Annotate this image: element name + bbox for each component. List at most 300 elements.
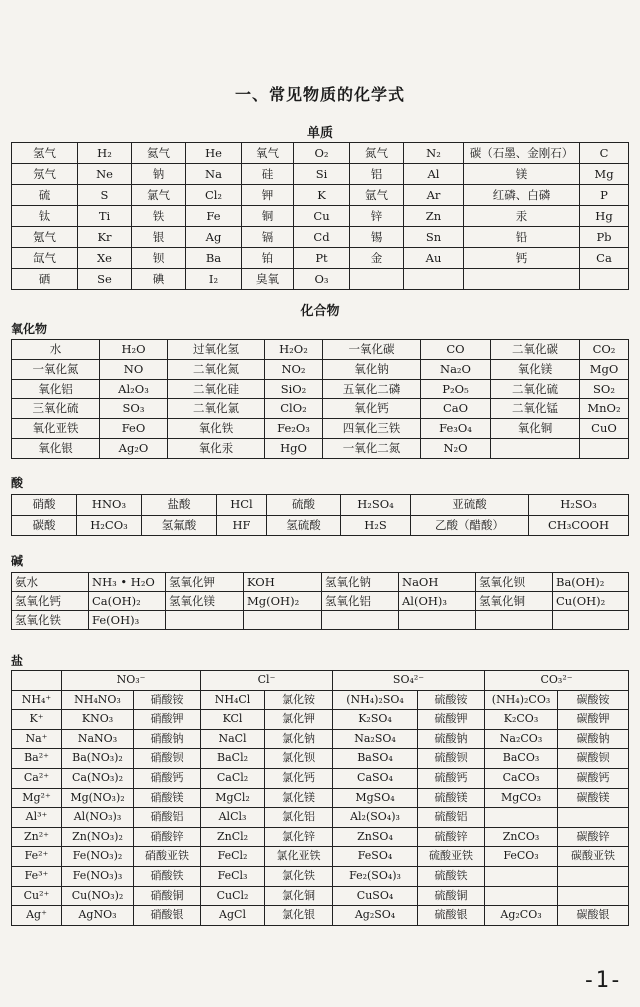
table-cell: AgNO₃ bbox=[62, 906, 134, 926]
table-cell: Al³⁺ bbox=[12, 808, 62, 828]
table-cell: 氯化钾 bbox=[265, 710, 333, 730]
table-row bbox=[12, 592, 629, 611]
table-cell: CaCl₂ bbox=[201, 768, 265, 788]
table-cell: BaSO₄ bbox=[333, 749, 418, 769]
table-cell: MgCO₃ bbox=[485, 788, 558, 808]
table-cell: 氢气 bbox=[12, 143, 78, 164]
oxides-table bbox=[11, 339, 629, 459]
table-cell: Cu(NO₃)₂ bbox=[62, 886, 134, 906]
table-cell: ZnSO₄ bbox=[333, 827, 418, 847]
table-row bbox=[12, 847, 629, 867]
table-cell: CO bbox=[421, 340, 491, 360]
table-cell: CuCl₂ bbox=[201, 886, 265, 906]
table-cell: Zn bbox=[404, 206, 464, 227]
table-cell: I₂ bbox=[186, 269, 242, 290]
table-cell: NO₂ bbox=[265, 359, 323, 379]
table-cell: FeSO₄ bbox=[333, 847, 418, 867]
table-cell: 氢氧化钾 bbox=[166, 573, 244, 592]
table-cell: 氦气 bbox=[132, 143, 186, 164]
table-cell: 二氧化碳 bbox=[491, 340, 580, 360]
table-cell: Xe bbox=[78, 248, 132, 269]
table-cell: 氢硫酸 bbox=[267, 515, 341, 536]
table-cell: 氢氧化铜 bbox=[476, 592, 553, 611]
table-row bbox=[12, 886, 629, 906]
table-cell: 一氧化二氮 bbox=[323, 438, 421, 458]
table-cell: Mg(NO₃)₂ bbox=[62, 788, 134, 808]
table-cell bbox=[553, 611, 629, 630]
table-row bbox=[12, 164, 629, 185]
table-cell: 硝酸钾 bbox=[134, 710, 201, 730]
table-cell: Al₂O₃ bbox=[100, 379, 168, 399]
table-cell: 氯化铝 bbox=[265, 808, 333, 828]
table-cell: 硫酸银 bbox=[418, 906, 485, 926]
table-cell: Cl₂ bbox=[186, 185, 242, 206]
table-cell: Fe bbox=[186, 206, 242, 227]
table-cell bbox=[491, 438, 580, 458]
table-cell: CuO bbox=[580, 419, 629, 439]
table-cell: 钡 bbox=[132, 248, 186, 269]
table-cell: Fe(OH)₃ bbox=[89, 611, 166, 630]
table-cell: Al(OH)₃ bbox=[399, 592, 476, 611]
table-row bbox=[12, 185, 629, 206]
table-row bbox=[12, 611, 629, 630]
table-cell: 一氧化碳 bbox=[323, 340, 421, 360]
table-row bbox=[12, 515, 629, 536]
table-row bbox=[12, 573, 629, 592]
table-cell: 碳酸铵 bbox=[558, 690, 629, 710]
table-cell: Mg²⁺ bbox=[12, 788, 62, 808]
table-cell: Ca(NO₃)₂ bbox=[62, 768, 134, 788]
table-cell bbox=[464, 269, 580, 290]
table-cell: 过氧化氢 bbox=[168, 340, 265, 360]
table-cell: 氯化钡 bbox=[265, 749, 333, 769]
table-cell: CO₂ bbox=[580, 340, 629, 360]
table-row bbox=[12, 419, 629, 439]
table-cell: NH₄Cl bbox=[201, 690, 265, 710]
table-cell: Na₂CO₃ bbox=[485, 729, 558, 749]
table-row bbox=[12, 269, 629, 290]
table-cell: KCl bbox=[201, 710, 265, 730]
table-cell: Ag₂SO₄ bbox=[333, 906, 418, 926]
table-cell: ClO₂ bbox=[265, 399, 323, 419]
table-row bbox=[12, 495, 629, 516]
table-cell: Ca(OH)₂ bbox=[89, 592, 166, 611]
table-cell bbox=[558, 866, 629, 886]
table-cell: Mg(OH)₂ bbox=[244, 592, 322, 611]
table-cell: Pb bbox=[580, 227, 629, 248]
table-cell: BaCl₂ bbox=[201, 749, 265, 769]
table-cell: K bbox=[294, 185, 350, 206]
table-cell: K⁺ bbox=[12, 710, 62, 730]
table-cell: 硝酸锌 bbox=[134, 827, 201, 847]
table-cell: 氯气 bbox=[132, 185, 186, 206]
table-cell: Cu bbox=[294, 206, 350, 227]
table-cell: Al(NO₃)₃ bbox=[62, 808, 134, 828]
page-number: -1- bbox=[582, 968, 622, 993]
table-cell: Ag bbox=[186, 227, 242, 248]
table-cell: NH₄NO₃ bbox=[62, 690, 134, 710]
table-cell: 碘 bbox=[132, 269, 186, 290]
table-cell: 硫酸铝 bbox=[418, 808, 485, 828]
elements-heading: 单质 bbox=[306, 126, 333, 141]
table-cell: 硫酸亚铁 bbox=[418, 847, 485, 867]
table-cell: 硫酸钾 bbox=[418, 710, 485, 730]
table-cell: Na⁺ bbox=[12, 729, 62, 749]
table-cell: HCl bbox=[217, 495, 267, 516]
table-cell: 硝酸钠 bbox=[134, 729, 201, 749]
table-cell: 铂 bbox=[242, 248, 294, 269]
table-cell: 汞 bbox=[464, 206, 580, 227]
table-cell: 硝酸铜 bbox=[134, 886, 201, 906]
table-row bbox=[12, 227, 629, 248]
table-cell: Ag⁺ bbox=[12, 906, 62, 926]
table-cell: 二氧化硫 bbox=[491, 379, 580, 399]
table-cell: 铅 bbox=[464, 227, 580, 248]
salts-header-row bbox=[12, 671, 629, 691]
table-cell: (NH₄)₂SO₄ bbox=[333, 690, 418, 710]
elements-table bbox=[11, 142, 629, 290]
table-cell: H₂CO₃ bbox=[77, 515, 142, 536]
table-cell: Na₂O bbox=[421, 359, 491, 379]
table-cell bbox=[558, 886, 629, 906]
table-cell bbox=[485, 886, 558, 906]
table-cell: HgO bbox=[265, 438, 323, 458]
table-cell: 硝酸铝 bbox=[134, 808, 201, 828]
table-cell: 氯化铜 bbox=[265, 886, 333, 906]
table-cell: 氯化锌 bbox=[265, 827, 333, 847]
table-cell: Ba bbox=[186, 248, 242, 269]
table-cell: 碳酸钡 bbox=[558, 749, 629, 769]
table-cell: Fe₂(SO₄)₃ bbox=[333, 866, 418, 886]
compounds-heading: 化合物 bbox=[300, 304, 340, 319]
table-cell: Ba(OH)₂ bbox=[553, 573, 629, 592]
table-cell: 氧化钠 bbox=[323, 359, 421, 379]
table-row bbox=[12, 866, 629, 886]
table-cell: AgCl bbox=[201, 906, 265, 926]
table-cell: Fe₂O₃ bbox=[265, 419, 323, 439]
table-cell: CaCO₃ bbox=[485, 768, 558, 788]
table-cell: P bbox=[580, 185, 629, 206]
table-cell: CaO bbox=[421, 399, 491, 419]
table-cell: 三氧化硫 bbox=[12, 399, 100, 419]
table-cell: 氨水 bbox=[12, 573, 89, 592]
table-cell: Ag₂O bbox=[100, 438, 168, 458]
table-cell: 硫酸铜 bbox=[418, 886, 485, 906]
table-cell: 二氧化锰 bbox=[491, 399, 580, 419]
table-cell: FeCl₂ bbox=[201, 847, 265, 867]
table-cell: Hg bbox=[580, 206, 629, 227]
table-cell: CaSO₄ bbox=[333, 768, 418, 788]
table-cell: 臭氧 bbox=[242, 269, 294, 290]
table-cell: 钙 bbox=[464, 248, 580, 269]
table-cell: 氯化银 bbox=[265, 906, 333, 926]
table-cell: NO bbox=[100, 359, 168, 379]
table-cell: 硅 bbox=[242, 164, 294, 185]
table-cell: MgO bbox=[580, 359, 629, 379]
table-cell: KOH bbox=[244, 573, 322, 592]
table-cell: NaOH bbox=[399, 573, 476, 592]
table-cell: 硫酸 bbox=[267, 495, 341, 516]
table-cell: Si bbox=[294, 164, 350, 185]
table-cell: 硫酸钡 bbox=[418, 749, 485, 769]
table-cell: Ti bbox=[78, 206, 132, 227]
table-cell: ZnCO₃ bbox=[485, 827, 558, 847]
table-cell: Au bbox=[404, 248, 464, 269]
table-cell: KNO₃ bbox=[62, 710, 134, 730]
table-cell: 乙酸（醋酸） bbox=[411, 515, 529, 536]
table-cell: 硫 bbox=[12, 185, 78, 206]
table-cell bbox=[244, 611, 322, 630]
table-cell: 硝酸钡 bbox=[134, 749, 201, 769]
table-cell: 氧化铝 bbox=[12, 379, 100, 399]
table-cell bbox=[580, 269, 629, 290]
table-cell: 硝酸 bbox=[12, 495, 77, 516]
table-cell: 二氧化硅 bbox=[168, 379, 265, 399]
table-cell: Ba²⁺ bbox=[12, 749, 62, 769]
table-row bbox=[12, 906, 629, 926]
anion-nitrate: NO₃⁻ bbox=[62, 671, 201, 691]
table-cell: MgSO₄ bbox=[333, 788, 418, 808]
table-cell: 碳酸镁 bbox=[558, 788, 629, 808]
table-cell: ZnCl₂ bbox=[201, 827, 265, 847]
table-cell bbox=[485, 808, 558, 828]
table-cell: 氩气 bbox=[350, 185, 404, 206]
table-row bbox=[12, 808, 629, 828]
bases-label: 碱 bbox=[11, 554, 24, 568]
salts-corner-cell bbox=[12, 671, 62, 691]
acids-label: 酸 bbox=[11, 476, 24, 490]
table-cell: NH₄⁺ bbox=[12, 690, 62, 710]
table-row bbox=[12, 827, 629, 847]
table-row bbox=[12, 729, 629, 749]
table-row bbox=[12, 690, 629, 710]
table-cell: FeCO₃ bbox=[485, 847, 558, 867]
table-cell: SO₃ bbox=[100, 399, 168, 419]
anion-carbonate: CO₃²⁻ bbox=[485, 671, 629, 691]
table-cell: 硫酸钙 bbox=[418, 768, 485, 788]
table-cell: S bbox=[78, 185, 132, 206]
table-cell: Cu(OH)₂ bbox=[553, 592, 629, 611]
table-cell: 金 bbox=[350, 248, 404, 269]
table-cell: N₂ bbox=[404, 143, 464, 164]
table-cell: 铁 bbox=[132, 206, 186, 227]
table-cell: NH₃ • H₂O bbox=[89, 573, 166, 592]
table-cell: K₂CO₃ bbox=[485, 710, 558, 730]
table-cell: (NH₄)₂CO₃ bbox=[485, 690, 558, 710]
table-cell: 氧化镁 bbox=[491, 359, 580, 379]
table-cell: H₂ bbox=[78, 143, 132, 164]
table-cell: FeCl₃ bbox=[201, 866, 265, 886]
table-cell: 氯化铵 bbox=[265, 690, 333, 710]
table-cell: 碳酸钾 bbox=[558, 710, 629, 730]
anion-chloride: Cl⁻ bbox=[201, 671, 333, 691]
table-cell: 氢氧化钡 bbox=[476, 573, 553, 592]
table-cell: Fe³⁺ bbox=[12, 866, 62, 886]
table-cell: 锌 bbox=[350, 206, 404, 227]
anion-sulfate: SO₄²⁻ bbox=[333, 671, 485, 691]
table-cell: 盐酸 bbox=[142, 495, 217, 516]
salts-label: 盐 bbox=[11, 654, 24, 668]
table-cell: 碳酸 bbox=[12, 515, 77, 536]
table-cell: 亚硫酸 bbox=[411, 495, 529, 516]
table-row bbox=[12, 206, 629, 227]
table-row bbox=[12, 399, 629, 419]
table-cell: 氯化镁 bbox=[265, 788, 333, 808]
table-cell: 银 bbox=[132, 227, 186, 248]
table-cell: FeO bbox=[100, 419, 168, 439]
table-cell: MgCl₂ bbox=[201, 788, 265, 808]
table-cell: 五氧化二磷 bbox=[323, 379, 421, 399]
table-row bbox=[12, 379, 629, 399]
table-row bbox=[12, 248, 629, 269]
table-cell: H₂O bbox=[100, 340, 168, 360]
table-cell: 氯化亚铁 bbox=[265, 847, 333, 867]
table-cell: HF bbox=[217, 515, 267, 536]
table-cell: 硝酸铁 bbox=[134, 866, 201, 886]
table-cell bbox=[350, 269, 404, 290]
table-cell: NaNO₃ bbox=[62, 729, 134, 749]
table-cell: 铜 bbox=[242, 206, 294, 227]
table-cell: NaCl bbox=[201, 729, 265, 749]
table-cell: Mg bbox=[580, 164, 629, 185]
table-cell: Ca²⁺ bbox=[12, 768, 62, 788]
table-cell: 硫酸锌 bbox=[418, 827, 485, 847]
table-cell: H₂SO₄ bbox=[341, 495, 411, 516]
table-cell: 硝酸亚铁 bbox=[134, 847, 201, 867]
table-cell: 氪气 bbox=[12, 227, 78, 248]
table-cell: 氢氟酸 bbox=[142, 515, 217, 536]
table-cell: 碳酸钙 bbox=[558, 768, 629, 788]
table-cell: P₂O₅ bbox=[421, 379, 491, 399]
table-cell: Ba(NO₃)₂ bbox=[62, 749, 134, 769]
bases-table bbox=[11, 572, 629, 630]
table-cell: K₂SO₄ bbox=[333, 710, 418, 730]
table-cell: 硝酸银 bbox=[134, 906, 201, 926]
table-cell: 氙气 bbox=[12, 248, 78, 269]
table-cell: 一氧化氮 bbox=[12, 359, 100, 379]
table-cell: Fe₃O₄ bbox=[421, 419, 491, 439]
table-cell bbox=[166, 611, 244, 630]
table-cell bbox=[476, 611, 553, 630]
table-cell: Al bbox=[404, 164, 464, 185]
table-cell: 硝酸镁 bbox=[134, 788, 201, 808]
table-cell bbox=[404, 269, 464, 290]
table-cell: 二氧化氮 bbox=[168, 359, 265, 379]
table-row bbox=[12, 710, 629, 730]
table-cell: 氢氧化钙 bbox=[12, 592, 89, 611]
table-cell: 氧化钙 bbox=[323, 399, 421, 419]
table-cell: Fe(NO₃)₂ bbox=[62, 847, 134, 867]
table-cell: H₂SO₃ bbox=[529, 495, 629, 516]
table-cell: 氯化钙 bbox=[265, 768, 333, 788]
table-row bbox=[12, 359, 629, 379]
table-cell: 碳酸银 bbox=[558, 906, 629, 926]
acids-table bbox=[11, 494, 629, 536]
table-cell: 氧化亚铁 bbox=[12, 419, 100, 439]
table-cell: 铝 bbox=[350, 164, 404, 185]
table-cell: O₃ bbox=[294, 269, 350, 290]
table-cell: 硒 bbox=[12, 269, 78, 290]
table-cell: Ca bbox=[580, 248, 629, 269]
table-cell: SO₂ bbox=[580, 379, 629, 399]
table-cell: 水 bbox=[12, 340, 100, 360]
table-cell: 钠 bbox=[132, 164, 186, 185]
salts-table bbox=[11, 670, 629, 926]
table-cell: 二氧化氯 bbox=[168, 399, 265, 419]
table-cell: Zn²⁺ bbox=[12, 827, 62, 847]
table-cell: 硫酸镁 bbox=[418, 788, 485, 808]
table-cell: 氖气 bbox=[12, 164, 78, 185]
table-cell: Zn(NO₃)₂ bbox=[62, 827, 134, 847]
table-row bbox=[12, 788, 629, 808]
table-cell: Cd bbox=[294, 227, 350, 248]
table-cell: 碳（石墨、金刚石） bbox=[464, 143, 580, 164]
table-row bbox=[12, 749, 629, 769]
table-cell: 硝酸钙 bbox=[134, 768, 201, 788]
table-cell: He bbox=[186, 143, 242, 164]
table-cell: Al₂(SO₄)₃ bbox=[333, 808, 418, 828]
table-cell: 红磷、白磷 bbox=[464, 185, 580, 206]
table-cell: 碳酸钠 bbox=[558, 729, 629, 749]
table-cell bbox=[399, 611, 476, 630]
table-cell bbox=[580, 438, 629, 458]
table-cell: Pt bbox=[294, 248, 350, 269]
table-cell: 硝酸铵 bbox=[134, 690, 201, 710]
table-cell: H₂O₂ bbox=[265, 340, 323, 360]
table-cell bbox=[485, 866, 558, 886]
table-cell: 氮气 bbox=[350, 143, 404, 164]
oxides-label: 氧化物 bbox=[11, 322, 48, 336]
table-cell: Fe(NO₃)₃ bbox=[62, 866, 134, 886]
table-cell: Ag₂CO₃ bbox=[485, 906, 558, 926]
table-cell: C bbox=[580, 143, 629, 164]
table-cell: CH₃COOH bbox=[529, 515, 629, 536]
table-row bbox=[12, 340, 629, 360]
table-cell: Cu²⁺ bbox=[12, 886, 62, 906]
table-cell: 氧化银 bbox=[12, 438, 100, 458]
table-cell: 氧化汞 bbox=[168, 438, 265, 458]
table-cell: H₂S bbox=[341, 515, 411, 536]
table-cell: 碳酸亚铁 bbox=[558, 847, 629, 867]
table-cell: SiO₂ bbox=[265, 379, 323, 399]
table-cell: 氯化铁 bbox=[265, 866, 333, 886]
table-cell: 氢氧化铝 bbox=[322, 592, 399, 611]
table-cell: Kr bbox=[78, 227, 132, 248]
table-cell: 碳酸锌 bbox=[558, 827, 629, 847]
table-cell: 氢氧化镁 bbox=[166, 592, 244, 611]
table-cell: 硫酸铵 bbox=[418, 690, 485, 710]
table-cell: Ar bbox=[404, 185, 464, 206]
table-cell: 氯化钠 bbox=[265, 729, 333, 749]
table-cell: BaCO₃ bbox=[485, 749, 558, 769]
table-cell: 氧化铜 bbox=[491, 419, 580, 439]
table-cell: N₂O bbox=[421, 438, 491, 458]
table-cell: 氧化铁 bbox=[168, 419, 265, 439]
table-cell: 氧气 bbox=[242, 143, 294, 164]
table-cell: Na bbox=[186, 164, 242, 185]
table-cell: Na₂SO₄ bbox=[333, 729, 418, 749]
table-cell: Fe²⁺ bbox=[12, 847, 62, 867]
table-cell: MnO₂ bbox=[580, 399, 629, 419]
table-cell: 镉 bbox=[242, 227, 294, 248]
table-cell: 硫酸钠 bbox=[418, 729, 485, 749]
table-cell: O₂ bbox=[294, 143, 350, 164]
table-cell: 钛 bbox=[12, 206, 78, 227]
table-cell: HNO₃ bbox=[77, 495, 142, 516]
table-cell: 钾 bbox=[242, 185, 294, 206]
table-cell bbox=[558, 808, 629, 828]
table-cell: 镁 bbox=[464, 164, 580, 185]
